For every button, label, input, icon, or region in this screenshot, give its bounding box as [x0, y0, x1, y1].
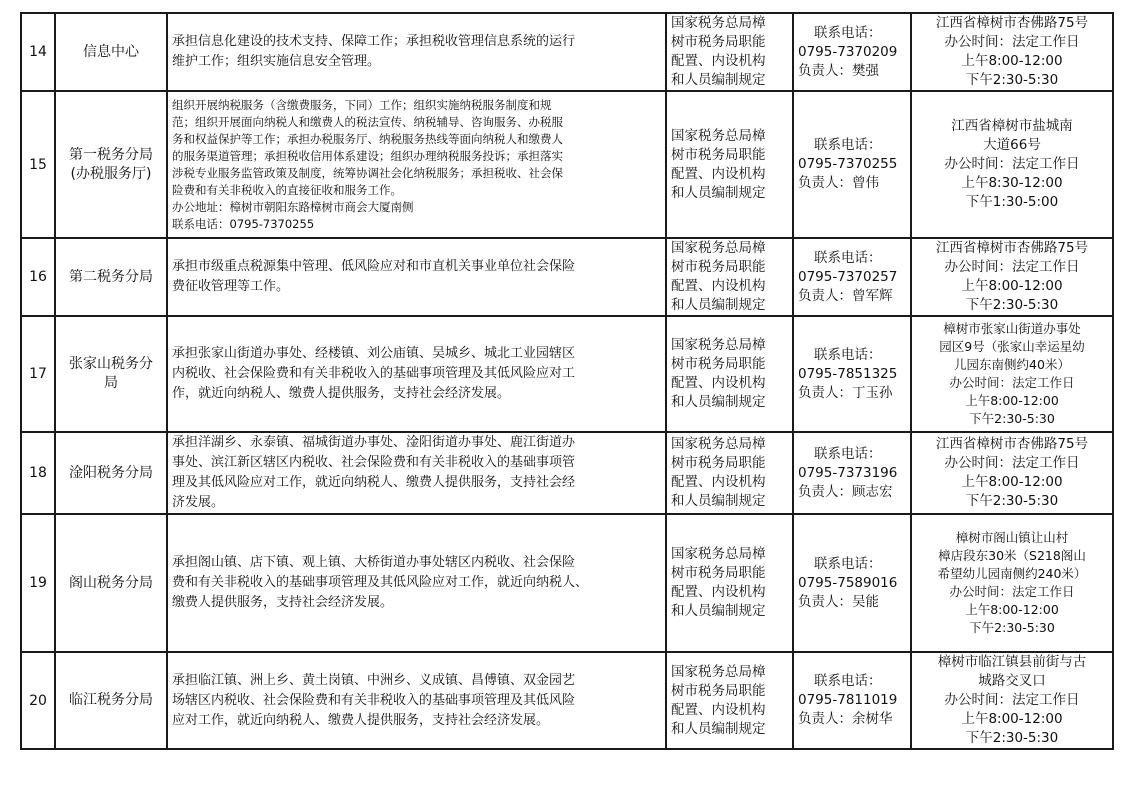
duties-line: 内税收、社会保险费和有关非税收入的基础事项管理及其低风险应对工	[172, 366, 576, 381]
address-hours	[911, 91, 1113, 238]
basis-text	[666, 91, 793, 238]
department-name-line: 第一税务分局	[69, 146, 153, 163]
basis-line: 配置、内设机构	[671, 165, 766, 182]
duties-text	[167, 238, 666, 316]
contact-info	[793, 238, 911, 316]
duties-text	[167, 432, 666, 514]
contact-line: 0795-7370209	[798, 43, 898, 60]
department-name	[55, 652, 167, 749]
table-row	[21, 238, 1113, 316]
basis-line: 树市税务局职能	[671, 565, 766, 581]
table-body	[21, 13, 1113, 749]
duties-line: 事处、滨江新区辖区内税收、社会保险费和有关非税收入的基础事项管	[172, 455, 576, 470]
address-hours	[911, 514, 1113, 652]
basis-line: 配置、内设机构	[671, 53, 766, 69]
department-name	[55, 238, 167, 316]
address-line: 江西省樟树市杏佛路75号	[935, 15, 1089, 31]
table-row	[21, 91, 1113, 238]
address-line: 办公时间：法定工作日	[944, 34, 1080, 50]
address-line: 儿园东南侧约40米）	[954, 357, 1070, 372]
basis-line: 和人员编制规定	[671, 297, 766, 313]
basis-line: 国家税务总局樟	[671, 15, 766, 31]
basis-line: 配置、内设机构	[671, 701, 766, 718]
contact-line: 联系电话：	[814, 555, 882, 572]
duties-line: 承担张家山街道办事处、经楼镇、刘公庙镇、吴城乡、城北工业园辖区	[172, 346, 576, 361]
address-line: 樟树市阁山镇让山村	[955, 530, 1069, 545]
contact-line: 0795-7851325	[798, 365, 898, 382]
address-line: 上午8:00-12:00	[965, 393, 1059, 408]
table-row	[21, 652, 1113, 749]
basis-line: 国家税务总局樟	[671, 337, 766, 353]
basis-line: 配置、内设机构	[671, 474, 766, 490]
table-row	[21, 514, 1113, 652]
basis-line: 树市税务局职能	[671, 682, 766, 699]
address-line: 大道66号	[983, 137, 1041, 153]
row-number: 16	[21, 238, 55, 316]
duties-line: 场辖区内税收、社会保险费和有关非税收入的基础事项管理及其低风险	[172, 692, 576, 708]
basis-line: 树市税务局职能	[671, 455, 766, 471]
address-line: 上午8:00-12:00	[961, 474, 1063, 490]
row-number: 19	[21, 514, 55, 652]
department-name	[55, 432, 167, 514]
address-line: 办公时间：法定工作日	[944, 259, 1080, 275]
basis-line: 和人员编制规定	[671, 603, 766, 619]
basis-line: 树市税务局职能	[671, 34, 766, 50]
contact-line: 0795-7370257	[798, 268, 898, 285]
address-line: 江西省樟树市杏佛路75号	[935, 436, 1089, 452]
duties-line: 承担阁山镇、店下镇、观上镇、大桥街道办事处辖区内税收、社会保险	[172, 555, 576, 570]
basis-text	[666, 13, 793, 91]
contact-line: 负责人：余树华	[798, 711, 893, 727]
duties-line: 办公地址：樟树市朝阳东路樟树市商会大厦南侧	[172, 199, 414, 214]
table-row	[21, 432, 1113, 514]
address-line: 城路交叉口	[978, 673, 1046, 689]
contact-line: 联系电话：	[814, 445, 882, 462]
contact-info	[793, 514, 911, 652]
basis-line: 国家税务总局樟	[671, 240, 766, 256]
basis-line: 树市税务局职能	[671, 146, 766, 163]
duties-text	[167, 652, 666, 749]
address-line: 办公时间：法定工作日	[949, 375, 1075, 390]
duties-line: 济发展。	[172, 495, 225, 510]
duties-line: 缴费人提供服务，支持社会经济发展。	[172, 595, 394, 610]
department-name-line: 局	[104, 375, 118, 391]
basis-line: 和人员编制规定	[671, 720, 766, 737]
address-line: 下午2:30-5:30	[965, 493, 1059, 509]
contact-line: 联系电话：	[814, 346, 882, 363]
address-line: 下午2:30-5:30	[965, 730, 1059, 746]
basis-line: 和人员编制规定	[671, 72, 766, 88]
address-hours	[911, 238, 1113, 316]
address-line: 希望幼儿园南侧约240米）	[937, 566, 1087, 581]
department-name	[55, 91, 167, 238]
duties-line: 承担临江镇、洲上乡、黄土岗镇、中洲乡、义成镇、昌傅镇、双金园艺	[172, 672, 576, 688]
basis-line: 和人员编制规定	[671, 184, 766, 201]
duties-line: 险费和有关非税收入的直接征收和服务工作。	[172, 182, 402, 197]
table-row	[21, 316, 1113, 432]
contact-info	[793, 652, 911, 749]
basis-line: 配置、内设机构	[671, 278, 766, 294]
address-line: 园区9号（张家山幸运星幼	[939, 339, 1085, 354]
address-line: 上午8:00-12:00	[965, 602, 1059, 617]
contact-line: 负责人：曾军辉	[798, 287, 893, 304]
duties-line: 承担信息化建设的技术支持、保障工作；承担税收管理信息系统的运行	[172, 34, 576, 49]
row-number: 15	[21, 91, 55, 238]
address-line: 下午2:30-5:30	[965, 72, 1059, 88]
address-line: 上午8:30-12:00	[961, 175, 1063, 191]
duties-line: 理及其低风险应对工作，就近向纳税人、缴费人提供服务，支持社会经	[172, 475, 576, 490]
basis-line: 国家税务总局樟	[671, 436, 766, 452]
duties-text	[167, 514, 666, 652]
contact-line: 联系电话：	[814, 24, 882, 41]
contact-line: 负责人：曾伟	[798, 175, 879, 191]
department-name-line: 张家山税务分	[69, 356, 153, 372]
contact-line: 0795-7811019	[798, 692, 898, 708]
department-name	[55, 316, 167, 432]
address-hours	[911, 13, 1113, 91]
contact-line: 0795-7370255	[798, 156, 898, 172]
contact-line: 联系电话：	[814, 673, 882, 689]
department-name	[55, 13, 167, 91]
basis-line: 和人员编制规定	[671, 493, 766, 509]
address-line: 下午2:30-5:30	[965, 297, 1059, 313]
duties-line: 承担市级重点税源集中管理、低风险应对和市直机关事业单位社会保险	[172, 259, 576, 274]
contact-line: 负责人：樊强	[798, 62, 879, 79]
address-line: 上午8:00-12:00	[961, 278, 1063, 294]
duties-text	[167, 91, 666, 238]
basis-text	[666, 316, 793, 432]
basis-text	[666, 432, 793, 514]
address-line: 上午8:00-12:00	[961, 53, 1063, 69]
basis-text	[666, 514, 793, 652]
address-line: 下午2:30-5:30	[969, 620, 1055, 635]
address-line: 办公时间：法定工作日	[944, 156, 1080, 172]
row-number: 17	[21, 316, 55, 432]
basis-line: 和人员编制规定	[671, 394, 766, 410]
contact-info	[793, 13, 911, 91]
duties-line: 涉税专业服务监管政策及制度，统筹协调社会化纳税服务；承担税收、社会保	[172, 165, 563, 180]
row-number: 20	[21, 652, 55, 749]
department-name-line: 信息中心	[83, 43, 139, 60]
basis-text	[666, 652, 793, 749]
contact-line: 负责人：顾志宏	[798, 483, 893, 500]
duties-text	[167, 13, 666, 91]
department-name-line: 临江税务分局	[69, 692, 153, 708]
basis-line: 树市税务局职能	[671, 259, 766, 275]
address-line: 办公时间：法定工作日	[944, 692, 1080, 708]
duties-line: 维护工作；组织实施信息安全管理。	[172, 54, 381, 69]
duties-line: 费和有关非税收入的基础事项管理及其低风险应对工作，就近向纳税人、	[172, 575, 589, 590]
duties-line: 费征收管理等工作。	[172, 279, 290, 294]
contact-info	[793, 432, 911, 514]
address-line: 樟店段东30米（S218阁山	[938, 548, 1086, 563]
duties-line: 应对工作，就近向纳税人、缴费人提供服务，支持社会经济发展。	[172, 712, 550, 728]
department-name-line: 第二税务分局	[69, 268, 153, 285]
duties-line: 的服务渠道管理；承担税收信用体系建设；组织办理纳税服务投诉；承担落实	[172, 148, 563, 163]
duties-line: 联系电话：0795-7370255	[172, 216, 315, 231]
address-line: 江西省樟树市杏佛路75号	[935, 240, 1089, 256]
address-line: 下午1:30-5:00	[965, 194, 1059, 210]
row-number: 18	[21, 432, 55, 514]
row-number: 14	[21, 13, 55, 91]
duties-line: 范；组织开展面向纳税人和缴费人的税法宣传、纳税辅导、咨询服务、办税服	[172, 114, 563, 129]
basis-line: 国家税务总局樟	[671, 546, 766, 562]
department-name-line: 淦阳税务分局	[69, 464, 153, 481]
address-hours	[911, 432, 1113, 514]
address-line: 上午8:00-12:00	[961, 711, 1063, 727]
address-line: 樟树市临江镇县前街与古	[937, 654, 1087, 670]
basis-text	[666, 238, 793, 316]
basis-line: 树市税务局职能	[671, 356, 766, 372]
contact-info	[793, 316, 911, 432]
duties-line: 承担洋湖乡、永泰镇、福城街道办事处、淦阳街道办事处、鹿江街道办	[172, 435, 576, 450]
basis-line: 国家税务总局樟	[671, 663, 766, 680]
tax-office-table	[20, 12, 1114, 750]
duties-text	[167, 316, 666, 432]
address-line: 办公时间：法定工作日	[949, 584, 1075, 599]
duties-line: 组织开展纳税服务（含缴费服务，下同）工作；组织实施纳税服务制度和规	[172, 97, 552, 112]
contact-line: 负责人：丁玉孙	[798, 384, 893, 401]
basis-line: 配置、内设机构	[671, 584, 766, 600]
contact-line: 0795-7589016	[798, 574, 898, 591]
department-name-line: (办税服务厅)	[70, 165, 152, 182]
contact-line: 0795-7373196	[798, 464, 898, 481]
address-line: 办公时间：法定工作日	[944, 455, 1080, 471]
department-name-line: 阁山税务分局	[69, 574, 153, 591]
address-line: 江西省樟树市盐城南	[951, 118, 1073, 134]
department-name	[55, 514, 167, 652]
address-hours	[911, 316, 1113, 432]
basis-line: 配置、内设机构	[671, 375, 766, 391]
contact-info	[793, 91, 911, 238]
table-row	[21, 13, 1113, 91]
basis-line: 国家税务总局樟	[671, 127, 766, 144]
contact-line: 负责人：吴能	[798, 593, 879, 610]
address-line: 樟树市张家山街道办事处	[943, 321, 1081, 336]
duties-line: 务和权益保护等工作；承担办税服务厅、纳税服务热线等面向纳税人和缴费人	[172, 131, 563, 146]
address-line: 下午2:30-5:30	[969, 411, 1055, 426]
contact-line: 联系电话：	[814, 249, 882, 266]
address-hours	[911, 652, 1113, 749]
duties-line: 作，就近向纳税人、缴费人提供服务，支持社会经济发展。	[172, 386, 511, 401]
contact-line: 联系电话：	[814, 137, 882, 153]
